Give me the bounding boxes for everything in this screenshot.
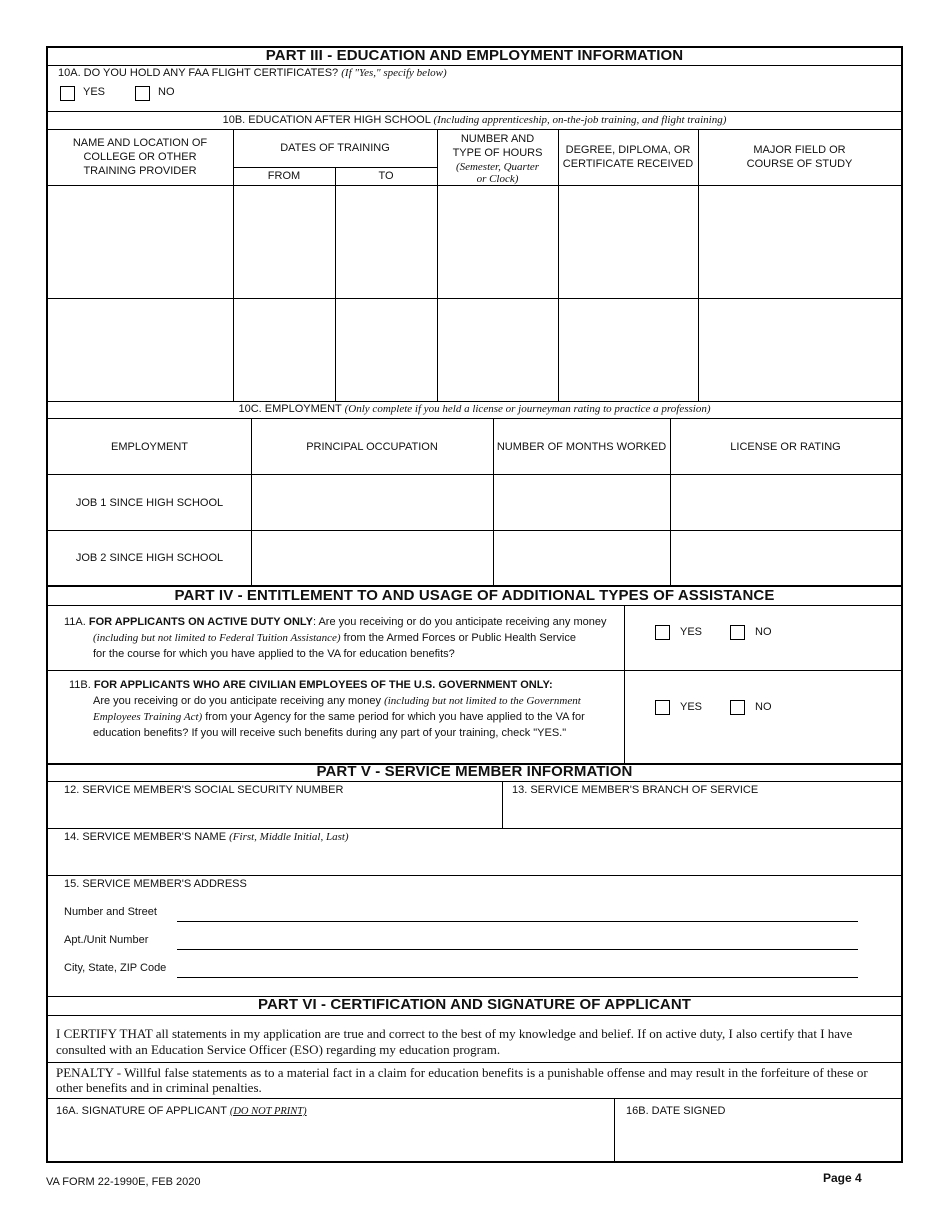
q11a-yes-checkbox[interactable]	[655, 625, 670, 640]
divider	[48, 1098, 901, 1099]
job1-occupation-field[interactable]	[252, 475, 493, 530]
row1-hours-field[interactable]	[438, 186, 558, 298]
row1-from-field[interactable]	[234, 186, 335, 298]
q11a-no-label: NO	[755, 626, 772, 638]
col-employment: EMPLOYMENT	[110, 441, 188, 453]
divider	[48, 111, 901, 112]
q11b-text: 11B. FOR APPLICANTS WHO ARE CIVILIAN EMPLOYEES OF THE U.S. GOVERNMENT ONLY: Are you receiving or do you anticipate receiving any money (including but not limited to the Government Employees Training Act) from your Agency for the same period for which you have applied to the VA for education benefits? If you will receive such benefits during any part of your training, check "YES."	[69, 679, 585, 739]
row1-name-location-field[interactable]	[48, 186, 233, 298]
divider	[48, 1015, 901, 1016]
city-label: City, State, ZIP Code	[64, 962, 167, 974]
row1-major-field[interactable]	[699, 186, 901, 298]
penalty-text: PENALTY - Willful false statements as to a material fact in a claim for education benefits is a punishable offense and may result in the forfeiture of these or other benefits and in criminal penalties.	[56, 1065, 868, 1095]
divider	[48, 129, 901, 130]
q10a-label: 10A. DO YOU HOLD ANY FAA FLIGHT CERTIFICATES? (If "Yes," specify below)	[58, 67, 447, 79]
col-hours: NUMBER AND TYPE OF HOURS (Semester, Quarter or Clock)	[452, 133, 543, 185]
col-major: MAJOR FIELD OR COURSE OF STUDY	[746, 144, 853, 170]
street-label: Number and Street	[64, 906, 157, 918]
job2-occupation-field[interactable]	[252, 531, 493, 586]
job1-license-field[interactable]	[671, 475, 901, 530]
row2-name-location-field[interactable]	[48, 299, 233, 401]
job2-months-field[interactable]	[494, 531, 670, 586]
q14-label: 14. SERVICE MEMBER'S NAME (First, Middle Initial, Last)	[64, 831, 349, 843]
date-signed-field[interactable]	[615, 1120, 901, 1162]
faa-certificates-specify-field[interactable]	[190, 82, 890, 104]
row1-to-field[interactable]	[336, 186, 437, 298]
divider	[48, 670, 901, 671]
col-name-location: NAME AND LOCATION OF COLLEGE OR OTHER TRAINING PROVIDER	[72, 137, 208, 177]
col-from: FROM	[267, 170, 301, 182]
row2-from-field[interactable]	[234, 299, 335, 401]
divider	[48, 401, 901, 402]
divider	[48, 875, 901, 876]
signature-field[interactable]	[48, 1120, 614, 1162]
q11a-no-checkbox[interactable]	[730, 625, 745, 640]
job1-label: JOB 1 SINCE HIGH SCHOOL	[75, 497, 224, 509]
col-principal-occupation: PRINCIPAL OCCUPATION	[306, 441, 438, 453]
q15-label: 15. SERVICE MEMBER'S ADDRESS	[64, 878, 247, 890]
q10a-yes-label: YES	[83, 86, 106, 98]
q11b-no-label: NO	[755, 701, 772, 713]
col-to: TO	[378, 170, 394, 182]
divider	[48, 828, 901, 829]
service-member-name-field[interactable]	[48, 846, 901, 874]
part4-title: PART IV - ENTITLEMENT TO AND USAGE OF ADDITIONAL TYPES OF ASSISTANCE	[174, 587, 775, 604]
q10a-yes-checkbox[interactable]	[60, 86, 75, 101]
branch-of-service-field[interactable]	[503, 798, 901, 828]
street-field[interactable]	[177, 921, 858, 922]
row2-degree-field[interactable]	[559, 299, 698, 401]
part6-title: PART VI - CERTIFICATION AND SIGNATURE OF APPLICANT	[257, 996, 692, 1013]
job2-label: JOB 2 SINCE HIGH SCHOOL	[75, 552, 224, 564]
job2-license-field[interactable]	[671, 531, 901, 586]
col-months-worked: NUMBER OF MONTHS WORKED	[496, 441, 667, 453]
q11b-yes-checkbox[interactable]	[655, 700, 670, 715]
job1-months-field[interactable]	[494, 475, 670, 530]
q16b-label: 16B. DATE SIGNED	[626, 1105, 726, 1117]
q11b-yes-label: YES	[680, 701, 703, 713]
divider	[48, 1062, 901, 1063]
row2-hours-field[interactable]	[438, 299, 558, 401]
q12-label: 12. SERVICE MEMBER'S SOCIAL SECURITY NUMBER	[64, 784, 344, 796]
col-dates-of-training: DATES OF TRAINING	[280, 142, 390, 154]
apt-field[interactable]	[177, 949, 858, 950]
col-degree: DEGREE, DIPLOMA, OR CERTIFICATE RECEIVED	[562, 144, 694, 170]
q13-label: 13. SERVICE MEMBER'S BRANCH OF SERVICE	[512, 784, 759, 796]
q11a-text: 11A. FOR APPLICANTS ON ACTIVE DUTY ONLY: Are you receiving or do you anticipate receiving any money (including but not limited to Federal Tuition Assistance) from the Armed Forces or Public Health Service for the course for which you have applied to the VA for education benefits?	[64, 616, 607, 660]
ssn-field[interactable]	[48, 798, 502, 828]
part5-title: PART V - SERVICE MEMBER INFORMATION	[316, 763, 633, 780]
divider	[48, 65, 901, 66]
form-id: VA FORM 22-1990E, FEB 2020	[46, 1176, 201, 1188]
q10a-no-label: NO	[158, 86, 175, 98]
q10a-no-checkbox[interactable]	[135, 86, 150, 101]
row1-degree-field[interactable]	[559, 186, 698, 298]
apt-label: Apt./Unit Number	[64, 934, 149, 946]
city-state-zip-field[interactable]	[177, 977, 858, 978]
q10b-label: 10B. EDUCATION AFTER HIGH SCHOOL (Including apprenticeship, on-the-job training, and flight training)	[222, 114, 727, 126]
col-license-rating: LICENSE OR RATING	[730, 441, 841, 453]
row2-to-field[interactable]	[336, 299, 437, 401]
divider	[48, 418, 901, 419]
q11b-no-checkbox[interactable]	[730, 700, 745, 715]
certification-text: I CERTIFY THAT all statements in my application are true and correct to the best of my knowledge and belief. If on active duty, I also certify that I have consulted with an Education Service Officer (ESO) regarding my education program.	[56, 1026, 853, 1057]
row2-major-field[interactable]	[699, 299, 901, 401]
page-number: Page 4	[823, 1171, 862, 1185]
divider	[48, 781, 901, 782]
part3-title: PART III - EDUCATION AND EMPLOYMENT INFORMATION	[265, 47, 684, 64]
divider	[48, 605, 901, 606]
q10c-label: 10C. EMPLOYMENT (Only complete if you held a license or journeyman rating to practice a profession)	[238, 403, 711, 415]
q11a-yes-label: YES	[680, 626, 703, 638]
q16a-label: 16A. SIGNATURE OF APPLICANT (DO NOT PRINT)	[56, 1105, 307, 1117]
